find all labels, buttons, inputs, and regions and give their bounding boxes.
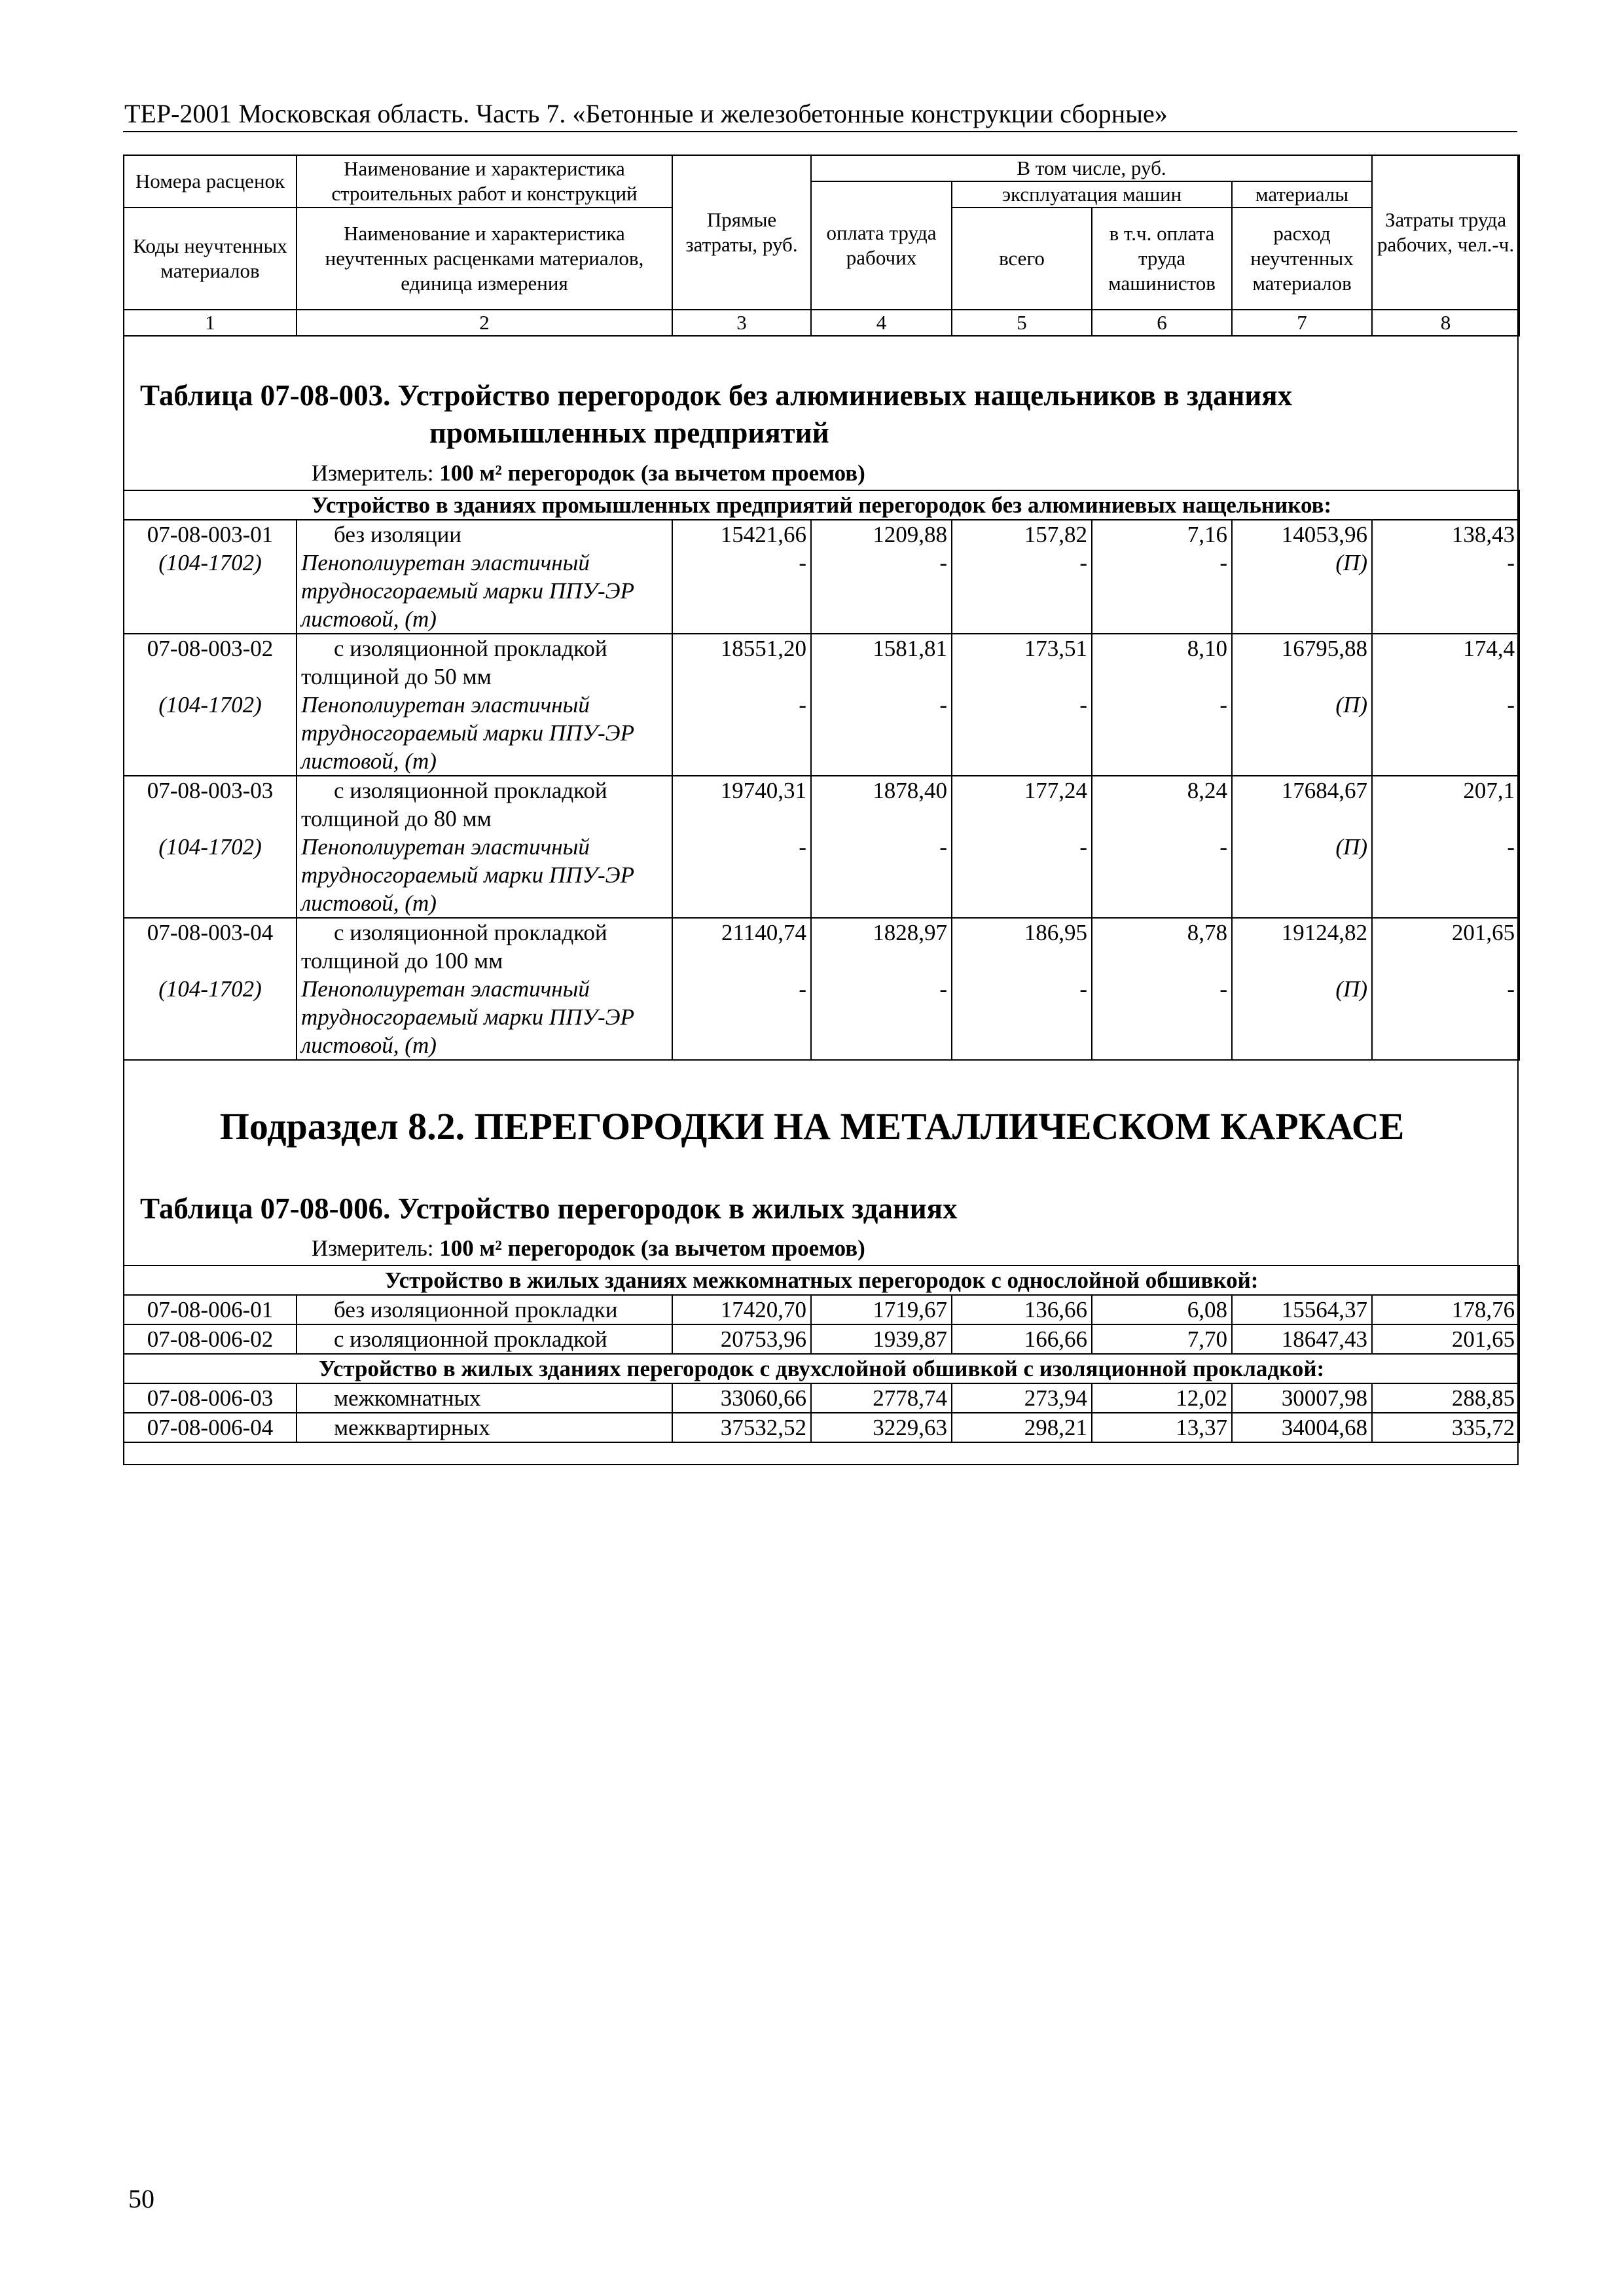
header-labor-pay: оплата труда рабочих [811, 181, 952, 310]
row-name: межкомнатных [334, 1385, 481, 1411]
labor-pay: 1719,67 [811, 1295, 952, 1324]
dash: - [1507, 550, 1515, 575]
materials-cost: 34004,68 [1232, 1413, 1372, 1442]
labor-pay: 2778,74 [811, 1383, 952, 1413]
material-name-line: трудносгораемый марки ППУ-ЭР [301, 862, 634, 888]
table-1-title [140, 377, 1292, 452]
material-name-line: Пенополиуретан эластичный [301, 550, 590, 575]
header-codes: Номера расценок [124, 155, 297, 208]
dash: - [799, 692, 806, 718]
table-row [124, 520, 1519, 634]
row-name: с изоляционной прокладкой [334, 920, 607, 945]
material-name-line: трудносгораемый марки ППУ-ЭР [301, 578, 634, 604]
table-2-title: Таблица 07-08-006. Устройство перегородок в жилых зданиях [140, 1192, 958, 1225]
row-code: 07-08-003-01 [147, 522, 274, 547]
material-name-line: трудносгораемый марки ППУ-ЭР [301, 1004, 634, 1030]
machines-total: 177,24 [1024, 778, 1087, 803]
table-2-body [123, 1265, 1520, 1443]
machinists-pay: 13,37 [1092, 1413, 1232, 1442]
table-2-group-header: Устройство в жилых зданиях перегородок с двухслойной обшивкой с изоляционной прокладкой: [124, 1354, 1519, 1383]
row-name: с изоляционной прокладкой [334, 778, 607, 803]
labor-hours: 207,1 [1463, 778, 1515, 803]
table-row [124, 1295, 1519, 1324]
table-1-body [123, 490, 1520, 1061]
dash: - [939, 550, 947, 575]
machines-total: 157,82 [1024, 522, 1087, 547]
dash: - [1507, 834, 1515, 860]
labor-hours: 201,65 [1451, 920, 1515, 945]
labor-pay: 1209,88 [873, 522, 947, 547]
row-code: 07-08-003-02 [147, 636, 274, 661]
dash: - [1507, 976, 1515, 1002]
materials-cost: 19124,82 [1281, 920, 1367, 945]
table-row [124, 1413, 1519, 1442]
row-code: 07-08-006-01 [124, 1295, 297, 1324]
materials-cost: 15564,37 [1232, 1295, 1372, 1324]
dash: - [939, 834, 947, 860]
running-head: ТЕР-2001 Московская область. Часть 7. «Бетонные и железобетонные конструкции сборные» [124, 99, 1168, 128]
machines-total: 298,21 [952, 1413, 1092, 1442]
dash: - [939, 976, 947, 1002]
material-code: (104-1702) [158, 692, 262, 718]
row-name: без изоляции [334, 522, 462, 547]
material-name-line: трудносгораемый марки ППУ-ЭР [301, 720, 634, 746]
column-header-table [123, 155, 1520, 337]
table-1-title-line1: Таблица 07-08-003. Устройство перегородок без алюминиевых нащельников в зданиях [140, 379, 1293, 412]
machinists-pay: 8,10 [1187, 636, 1227, 661]
labor-pay: 1828,97 [873, 920, 947, 945]
material-flag: (П) [1335, 834, 1367, 860]
dash: - [799, 834, 806, 860]
header-work-name: Наименование и характеристика строительных работ и конструкций [297, 155, 672, 208]
measure-label: Измеритель: [312, 460, 434, 486]
machinists-pay: 8,78 [1187, 920, 1227, 945]
dash: - [799, 550, 806, 575]
machinists-pay: 6,08 [1092, 1295, 1232, 1324]
row-name: с изоляционной прокладкой [334, 1326, 607, 1352]
header-materials: материалы [1232, 181, 1372, 208]
material-flag: (П) [1335, 692, 1367, 718]
labor-pay: 1878,40 [873, 778, 947, 803]
header-number: 7 [1232, 310, 1372, 336]
machines-total: 273,94 [952, 1383, 1092, 1413]
measure-value: 100 м² перегородок (за вычетом проемов) [439, 1235, 865, 1261]
material-name-line: Пенополиуретан эластичный [301, 692, 590, 718]
materials-cost: 14053,96 [1281, 522, 1367, 547]
table-1-measure [312, 460, 865, 487]
direct-cost: 15421,66 [720, 522, 806, 547]
row-name-cont: толщиной до 100 мм [301, 948, 503, 974]
dash: - [1079, 976, 1087, 1002]
row-code: 07-08-006-04 [124, 1413, 297, 1442]
dash: - [1219, 976, 1227, 1002]
header-number: 8 [1372, 310, 1519, 336]
material-flag: (П) [1335, 550, 1367, 575]
row-name: без изоляционной прокладки [334, 1297, 618, 1322]
header-machines-total: всего [952, 208, 1092, 310]
material-code: (104-1702) [158, 550, 262, 575]
page-number: 50 [128, 2184, 154, 2214]
machinists-pay: 8,24 [1187, 778, 1227, 803]
direct-cost: 20753,96 [672, 1324, 811, 1354]
direct-cost: 17420,70 [672, 1295, 811, 1324]
labor-hours: 138,43 [1451, 522, 1515, 547]
dash: - [1507, 692, 1515, 718]
machines-total: 173,51 [1024, 636, 1087, 661]
header-machinists-pay: в т.ч. оплата труда машинистов [1092, 208, 1232, 310]
header-labor-costs: Затраты труда рабочих, чел.-ч. [1372, 155, 1519, 310]
dash: - [1079, 834, 1087, 860]
materials-cost: 30007,98 [1232, 1383, 1372, 1413]
section-title: Подраздел 8.2. ПЕРЕГОРОДКИ НА МЕТАЛЛИЧЕСКОМ КАРКАСЕ [219, 1105, 1405, 1148]
table-row [124, 776, 1519, 918]
labor-hours: 288,85 [1372, 1383, 1519, 1413]
dash: - [1219, 550, 1227, 575]
material-name-line: листовой, (т) [301, 748, 437, 774]
header-number: 6 [1092, 310, 1232, 336]
row-code: 07-08-003-04 [147, 920, 274, 945]
machinists-pay: 7,16 [1187, 522, 1227, 547]
material-flag: (П) [1335, 976, 1367, 1002]
header-rule [123, 131, 1517, 132]
labor-hours: 174,4 [1463, 636, 1515, 661]
material-code: (104-1702) [158, 976, 262, 1002]
direct-cost: 19740,31 [720, 778, 806, 803]
row-name: с изоляционной прокладкой [334, 636, 607, 661]
labor-pay: 1939,87 [811, 1324, 952, 1354]
dash: - [1079, 692, 1087, 718]
table-row [124, 634, 1519, 776]
header-number: 5 [952, 310, 1092, 336]
row-name-cont: толщиной до 80 мм [301, 806, 492, 831]
table-1-group-header: Устройство в зданиях промышленных предприятий перегородок без алюминиевых нащельников: [124, 490, 1519, 520]
header-number: 3 [672, 310, 811, 336]
materials-cost: 17684,67 [1281, 778, 1367, 803]
measure-value: 100 м² перегородок (за вычетом проемов) [439, 460, 865, 486]
labor-pay: 1581,81 [873, 636, 947, 661]
header-material-names: Наименование и характеристика неучтенных расценками материалов, единица измерения [297, 208, 672, 310]
row-name-cont: толщиной до 50 мм [301, 664, 492, 689]
materials-cost: 16795,88 [1281, 636, 1367, 661]
direct-cost: 21140,74 [721, 920, 806, 945]
table-2-group-header: Устройство в жилых зданиях межкомнатных перегородок с однослойной обшивкой: [124, 1266, 1519, 1295]
machinists-pay: 12,02 [1092, 1383, 1232, 1413]
materials-cost: 18647,43 [1232, 1324, 1372, 1354]
material-code: (104-1702) [158, 834, 262, 860]
dash: - [1079, 550, 1087, 575]
labor-hours: 178,76 [1372, 1295, 1519, 1324]
direct-cost: 18551,20 [720, 636, 806, 661]
machinists-pay: 7,70 [1092, 1324, 1232, 1354]
header-including: В том числе, руб. [811, 155, 1372, 181]
header-number: 4 [811, 310, 952, 336]
machines-total: 136,66 [952, 1295, 1092, 1324]
material-name-line: листовой, (т) [301, 890, 437, 916]
table-1-title-line2: промышленных предприятий [429, 416, 829, 449]
material-name-line: Пенополиуретан эластичный [301, 834, 590, 860]
table-row [124, 1324, 1519, 1354]
row-code: 07-08-006-03 [124, 1383, 297, 1413]
material-name-line: листовой, (т) [301, 606, 437, 632]
labor-pay: 3229,63 [811, 1413, 952, 1442]
header-unaccounted-materials: расход неучтенных материалов [1232, 208, 1372, 310]
labor-hours: 335,72 [1372, 1413, 1519, 1442]
direct-cost: 33060,66 [672, 1383, 811, 1413]
header-number: 2 [297, 310, 672, 336]
table-row [124, 1383, 1519, 1413]
material-name-line: листовой, (т) [301, 1032, 437, 1058]
row-code: 07-08-006-02 [124, 1324, 297, 1354]
material-name-line: Пенополиуретан эластичный [301, 976, 590, 1002]
machines-total: 166,66 [952, 1324, 1092, 1354]
dash: - [1219, 834, 1227, 860]
dash: - [1219, 692, 1227, 718]
dash: - [939, 692, 947, 718]
header-material-codes: Коды неучтенных материалов [124, 208, 297, 310]
dash: - [799, 976, 806, 1002]
measure-label: Измеритель: [312, 1235, 434, 1261]
labor-hours: 201,65 [1372, 1324, 1519, 1354]
table-row [124, 918, 1519, 1060]
direct-cost: 37532,52 [672, 1413, 811, 1442]
header-direct-costs: Прямые затраты, руб. [672, 155, 811, 310]
header-number: 1 [124, 310, 297, 336]
row-code: 07-08-003-03 [147, 778, 274, 803]
machines-total: 186,95 [1024, 920, 1087, 945]
table-2-measure [312, 1235, 865, 1262]
header-machines: эксплуатация машин [952, 181, 1232, 208]
row-name: межквартирных [334, 1415, 490, 1440]
